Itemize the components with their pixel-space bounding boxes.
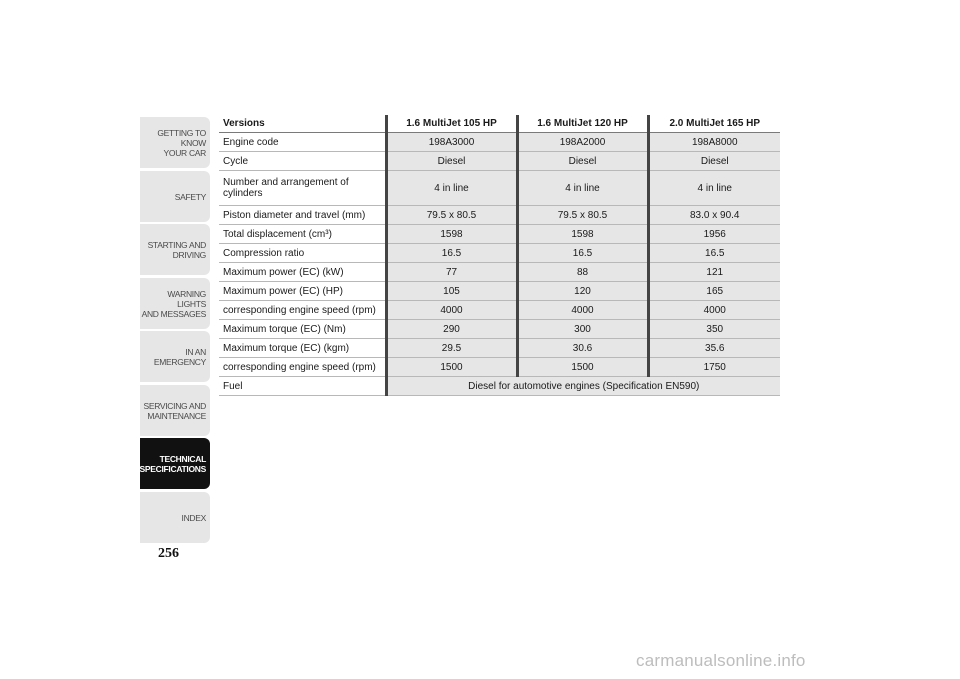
row-label: Piston diameter and travel (mm) <box>219 206 386 225</box>
table-row <box>219 244 780 263</box>
header-version-165: 2.0 MultiJet 165 HP <box>648 115 780 133</box>
cell-value: 4 in line <box>386 171 517 206</box>
cell-value: 83.0 x 90.4 <box>648 206 780 225</box>
row-label: corresponding engine speed (rpm) <box>219 358 386 377</box>
cell-value: 1956 <box>648 225 780 244</box>
cell-value: Diesel <box>517 152 648 171</box>
cell-value: 16.5 <box>386 244 517 263</box>
tab-label: WARNING LIGHTS AND MESSAGES <box>141 288 206 319</box>
cell-value: 1598 <box>386 225 517 244</box>
row-label: Maximum power (EC) (HP) <box>219 282 386 301</box>
tab-label: SERVICING AND MAINTENANCE <box>143 400 206 421</box>
cell-value: 1500 <box>517 358 648 377</box>
tab-label: GETTING TO KNOW YOUR CAR <box>157 127 206 158</box>
table-row <box>219 206 780 225</box>
cell-value: 29.5 <box>386 339 517 358</box>
table-row <box>219 282 780 301</box>
tab-label: TECHNICAL SPECIFICATIONS <box>139 453 206 474</box>
cell-value: 79.5 x 80.5 <box>517 206 648 225</box>
cell-value: Diesel <box>386 152 517 171</box>
table-row <box>219 339 780 358</box>
cell-value: 77 <box>386 263 517 282</box>
table-row <box>219 133 780 152</box>
row-label: Compression ratio <box>219 244 386 263</box>
cell-value: 16.5 <box>517 244 648 263</box>
table-row <box>219 152 780 171</box>
row-label: Maximum torque (EC) (kgm) <box>219 339 386 358</box>
row-label: corresponding engine speed (rpm) <box>219 301 386 320</box>
cell-value: 1750 <box>648 358 780 377</box>
cell-value: 1500 <box>386 358 517 377</box>
cell-value: 4000 <box>517 301 648 320</box>
table-row <box>219 171 780 206</box>
row-label: Fuel <box>219 377 386 396</box>
table-row-fuel <box>219 377 780 396</box>
tab-index[interactable] <box>140 492 210 543</box>
tab-label: SAFETY <box>174 191 206 202</box>
table-header-row <box>219 115 780 133</box>
cell-value: Diesel <box>648 152 780 171</box>
row-label: Maximum power (EC) (kW) <box>219 263 386 282</box>
cell-value: 4 in line <box>517 171 648 206</box>
row-label: Cycle <box>219 152 386 171</box>
tab-warning-lights[interactable] <box>140 278 210 329</box>
header-version-120: 1.6 MultiJet 120 HP <box>517 115 648 133</box>
tab-getting-to-know[interactable] <box>140 117 210 168</box>
cell-value: 30.6 <box>517 339 648 358</box>
table-row <box>219 263 780 282</box>
cell-value: 105 <box>386 282 517 301</box>
row-label: Total displacement (cm³) <box>219 225 386 244</box>
tab-servicing[interactable] <box>140 385 210 436</box>
row-label: Maximum torque (EC) (Nm) <box>219 320 386 339</box>
cell-value: 1598 <box>517 225 648 244</box>
cell-value: 121 <box>648 263 780 282</box>
tab-label: STARTING AND DRIVING <box>147 239 206 260</box>
cell-value: 4 in line <box>648 171 780 206</box>
row-label: Number and arrangement of cylinders <box>219 171 386 206</box>
tab-label: IN AN EMERGENCY <box>153 346 206 367</box>
tab-technical-specifications[interactable] <box>140 438 210 489</box>
cell-value: 16.5 <box>648 244 780 263</box>
cell-value: 4000 <box>648 301 780 320</box>
tab-emergency[interactable] <box>140 331 210 382</box>
cell-value: 300 <box>517 320 648 339</box>
tab-safety[interactable] <box>140 171 210 222</box>
cell-value: 290 <box>386 320 517 339</box>
engine-spec-table <box>219 115 780 396</box>
cell-value: 79.5 x 80.5 <box>386 206 517 225</box>
cell-value: 350 <box>648 320 780 339</box>
page-number: 256 <box>158 546 179 561</box>
cell-value: 88 <box>517 263 648 282</box>
header-versions: Versions <box>219 115 386 133</box>
table-row <box>219 301 780 320</box>
cell-value: 4000 <box>386 301 517 320</box>
cell-value: 35.6 <box>648 339 780 358</box>
cell-value: 165 <box>648 282 780 301</box>
cell-value-fuel: Diesel for automotive engines (Specification EN590) <box>386 377 780 396</box>
cell-value: 198A8000 <box>648 133 780 152</box>
table-row <box>219 358 780 377</box>
row-label: Engine code <box>219 133 386 152</box>
cell-value: 198A3000 <box>386 133 517 152</box>
table-row <box>219 225 780 244</box>
cell-value: 198A2000 <box>517 133 648 152</box>
cell-value: 120 <box>517 282 648 301</box>
header-version-105: 1.6 MultiJet 105 HP <box>386 115 517 133</box>
tab-label: INDEX <box>181 512 206 523</box>
table-row <box>219 320 780 339</box>
tab-starting-driving[interactable] <box>140 224 210 275</box>
watermark: carmanualsonline.info <box>636 651 806 670</box>
